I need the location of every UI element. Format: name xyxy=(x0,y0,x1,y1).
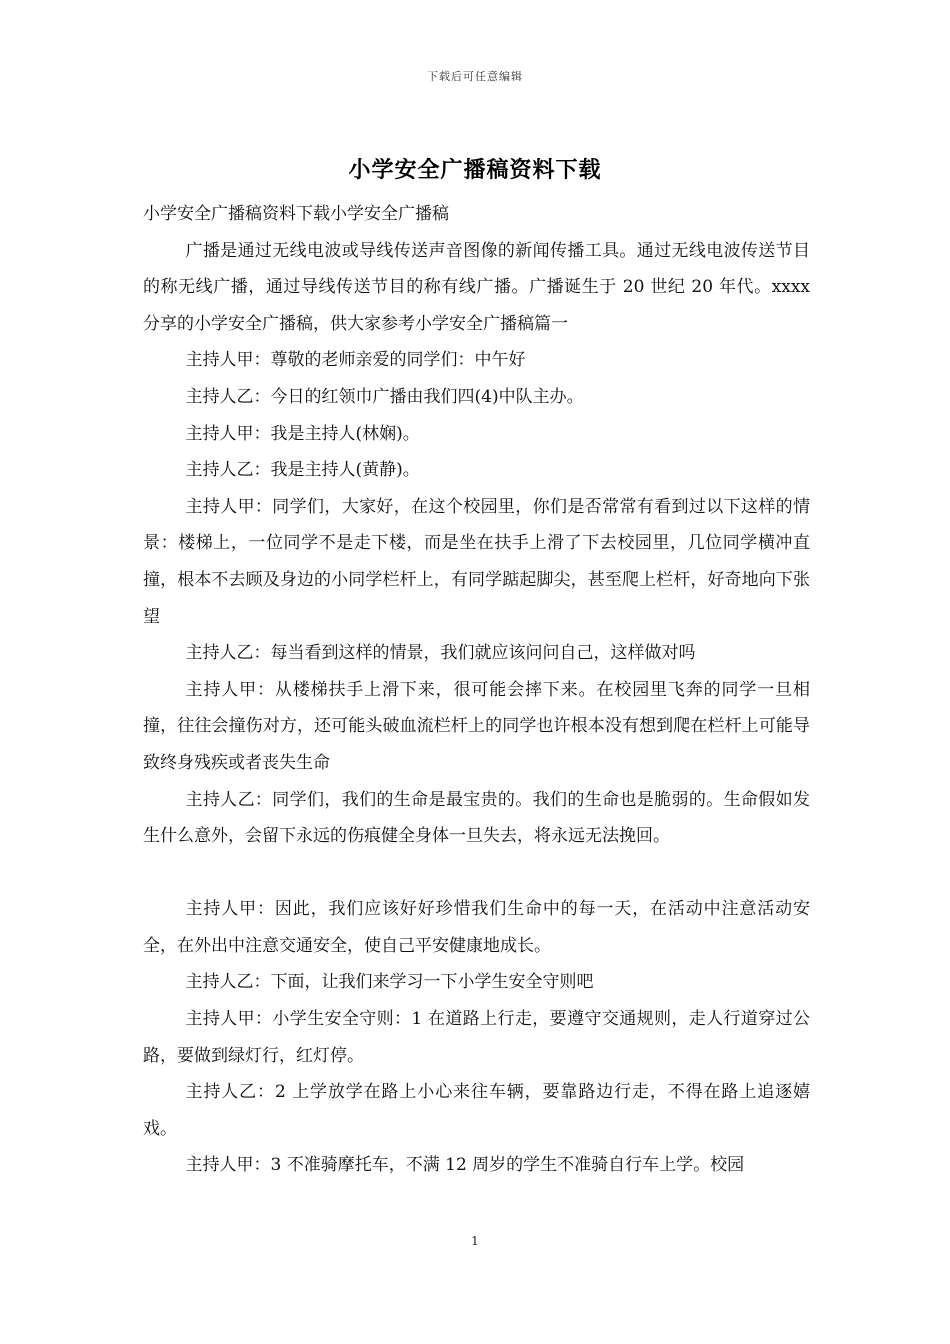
paragraph-host-a-name: 主持人甲：我是主持人(林娴)。 xyxy=(185,423,420,444)
paragraph-host-b-name: 主持人乙：我是主持人(黄静)。 xyxy=(185,460,420,481)
blank-line xyxy=(143,855,810,892)
paragraph-host-a-greeting: 主持人甲：尊敬的老师亲爱的同学们：中午好 xyxy=(185,350,526,371)
paragraph-host-b-broadcast: 主持人乙：今日的红领巾广播由我们四(4)中队主办。 xyxy=(185,386,584,407)
paragraph-host-a-rule-3: 主持人甲：3 不准骑摩托车，不满 12 周岁的学生不准骑自行车上学。校园 xyxy=(185,1155,745,1176)
page-header-note: 下载后可任意编辑 xyxy=(427,70,523,83)
paragraph-host-b-rules-intro: 主持人乙：下面，让我们来学习一下小学生安全守则吧 xyxy=(185,972,594,993)
paragraph-host-a-rule-1: 主持人甲：小学生安全守则：1 在道路上行走，要遵守交通规则，走人行道穿过公路，要做到绿灯行，红灯停。 xyxy=(143,1009,810,1066)
paragraph-host-b-rule-2: 主持人乙：2 上学放学在路上小心来往车辆，要靠路边行走，不得在路上追逐嬉戏。 xyxy=(143,1082,810,1139)
paragraph-host-a-danger: 主持人甲：从楼梯扶手上滑下来，很可能会摔下来。在校园里飞奔的同学一旦相撞，往往会撞伤对方，还可能头破血流栏杆上的同学也许根本没有想到爬在栏杆上可能导致终身残疾或者丧失生命 xyxy=(143,679,810,773)
paragraph-host-b-life: 主持人乙：同学们，我们的生命是最宝贵的。我们的生命也是脆弱的。生命假如发生什么意外，会留下永远的伤痕健全身体一旦失去，将永远无法挽回。 xyxy=(143,789,810,847)
paragraph-intro: 广播是通过无线电波或导线传送声音图像的新闻传播工具。通过无线电波传送节目的称无线广播，通过导线传送节目的称有线广播。广播诞生于 20 世纪 20 年代。xxxx 分享的小学安全广播稿，供大家参考小学安全广播稿篇一 xyxy=(143,240,810,334)
document-subtitle: 小学安全广播稿资料下载小学安全广播稿 xyxy=(143,204,449,224)
document-title: 小学安全广播稿资料下载 xyxy=(348,157,602,183)
paragraph-host-a-scenes: 主持人甲：同学们，大家好，在这个校园里，你们是否常常有看到过以下这样的情景：楼梯上，一位同学不是走下楼，而是坐在扶手上滑了下去校园里，几位同学横冲直撞，根本不去顾及身边的小同学栏杆上，有同学踮起脚尖，甚至爬上栏杆，好奇地向下张望 xyxy=(143,496,810,627)
paragraph-host-b-question: 主持人乙：每当看到这样的情景，我们就应该问问自己，这样做对吗 xyxy=(185,643,696,664)
paragraph-host-a-cherish: 主持人甲：因此，我们应该好好珍惜我们生命中的每一天，在活动中注意活动安全，在外出中注意交通安全，使自己平安健康地成长。 xyxy=(143,899,810,956)
document-body xyxy=(143,196,810,1184)
page-number: 1 xyxy=(471,1234,479,1248)
